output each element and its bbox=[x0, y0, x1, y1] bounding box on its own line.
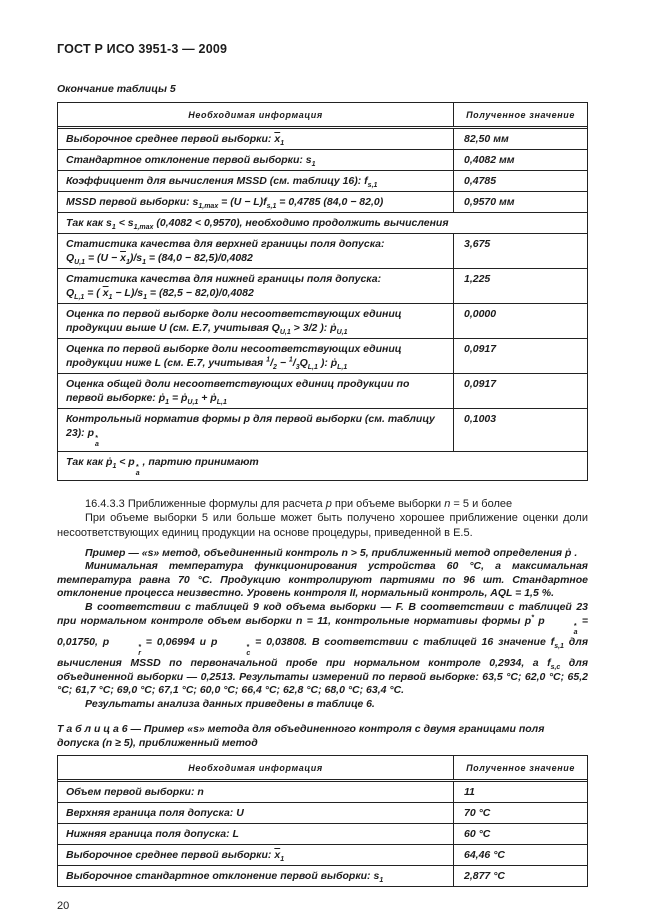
table-cell-value: 0,9570 мм bbox=[464, 195, 515, 208]
table-cell-info: MSSD первой выборки: $s_{1,max} = (U - L)f_{s,1} = 0,4785$ (84,0 − 82,0) bbox=[58, 192, 454, 212]
table6 bbox=[57, 755, 588, 887]
table-row bbox=[58, 823, 587, 844]
table-cell-info: Так как $s_1 < s_{1,max}$ (0,4082 < 0,9570), необходимо продолжить вычисления bbox=[66, 216, 449, 231]
table-cell-value: 0,0917 bbox=[464, 342, 497, 355]
table-cell-value: 70 °С bbox=[464, 807, 491, 820]
table-row bbox=[58, 373, 587, 408]
table-row bbox=[58, 191, 587, 212]
table-cell-value: 0,4785 bbox=[464, 174, 497, 187]
table-row bbox=[58, 844, 587, 865]
table6-header-value: Полученное значение bbox=[466, 763, 575, 774]
table5 bbox=[57, 102, 588, 481]
table-cell-info: Объем первой выборки: n bbox=[58, 782, 454, 802]
table5-header-value: Полученное значение bbox=[466, 109, 575, 120]
table-cell-info: Выборочное стандартное отклонение первой выборки: $s_1$ bbox=[58, 866, 454, 886]
table-row bbox=[58, 408, 587, 451]
table6-header-info: Необходимая информация bbox=[58, 756, 454, 779]
table-row-spanned bbox=[58, 212, 587, 233]
table-cell-info: Стандартное отклонение первой выборки: $s_1$ bbox=[58, 150, 454, 170]
table-row bbox=[58, 233, 587, 268]
table-row bbox=[58, 865, 587, 886]
example-paragraph: В соответствии с таблицей 9 код объема выборки — F. В соответствии с таблицей 23 при нормальном контроле объем выборки n = 11, контрольные нормативы формы p* p * a = 0,01750, p * r = 0,06994 и p * c = 0,03808. В соответствии с таблицей 16 значение $f_{s,1}$ для вычисления MSSD по первоначальной пробе при нормальном контроле 0,2934, а $f_{s,c}$ для объединенной выборки — 0,2513. Результаты измерений по первой выборке: 63,5 °С; 62,0 °С; 65,2 °С; 61,7 °С; 69,0 °С; 67,1 °С; 60,0 °С; 66,4 °С; 62,8 °С; 68,0 °С; 63,4 °С. bbox=[57, 601, 589, 697]
table-cell-value: 64,46 °С bbox=[464, 849, 505, 862]
table-cell-info: Оценка по первой выборке доли несоответствующих единиц продукции ниже L (см. Е.7, учитывая $^1/_2 - ^1/_3Q_{L,1}$ ): ṗ$_{L,1}$ bbox=[58, 339, 454, 373]
table-cell-value: 0,0000 bbox=[464, 307, 497, 320]
table-cell-value: 2,877 °С bbox=[464, 870, 505, 883]
table-row bbox=[58, 170, 587, 191]
document-code-header: ГОСТ Р ИСО 3951-3 — 2009 bbox=[57, 42, 228, 56]
example-block bbox=[57, 547, 588, 712]
table-row bbox=[58, 268, 587, 303]
table-cell-info: Статистика качества для верхней границы поля допуска: $Q_{U,1} = (U - \overline{x}_1)/s_1 = (84,0 - 82,5)/0,4082$ bbox=[58, 234, 454, 268]
table-cell-info: Выборочное среднее первой выборки: $\overline{x}_1$ bbox=[58, 845, 454, 865]
example-paragraph: Пример — «s» метод, объединенный контроль n > 5, приближенный метод определения ṗ . bbox=[85, 546, 578, 559]
table-cell-info: Так как ṗ$_1$ < p * a , партию принимают bbox=[66, 455, 259, 477]
table-row bbox=[58, 338, 587, 373]
table-cell-value: 82,50 мм bbox=[464, 132, 509, 145]
table-row bbox=[58, 149, 587, 170]
table-cell-info: Верхняя граница поля допуска: U bbox=[58, 803, 454, 823]
table5-header-info: Необходимая информация bbox=[58, 103, 454, 126]
table-cell-value: 11 bbox=[464, 786, 475, 799]
table-cell-info: Коэффициент для вычисления MSSD (см. таблицу 16): $f_{s,1}$ bbox=[58, 171, 454, 191]
table-row-spanned bbox=[58, 451, 587, 480]
table-cell-info: Выборочное среднее первой выборки: $\overline{x}_1$ bbox=[58, 129, 454, 149]
table-cell-info: Статистика качества для нижней границы поля допуска: $Q_{L,1}$ = ( $\overline{x}_1 - L)/s_1 = (82,5 - 82,0)/0,4082$ bbox=[58, 269, 454, 303]
table-cell-value: 3,675 bbox=[464, 237, 491, 250]
table-row bbox=[58, 782, 587, 802]
example-paragraph: Минимальная температура функционирования устройства 60 °С, а максимальная температура равна 70 °С. Продукцию контролируют партиями по 96 шт. Стандартное отклонение процесса неизвестно. Уровень контроля II, нормальный контроль, AQL = 1,5 %. bbox=[57, 560, 588, 600]
table-row bbox=[58, 129, 587, 149]
table-cell-value: 1,225 bbox=[464, 272, 491, 285]
section-title: 16.4.3.3 Приближенные формулы для расчета p при объеме выборки n = 5 и более bbox=[85, 497, 513, 510]
table-cell-value: 0,1003 bbox=[464, 412, 497, 425]
table-cell-info: Оценка общей доли несоответствующих единиц продукции по первой выборке: ṗ$_1$ = ṗ$_{U,1}$ + ṗ$_{L,1}$ bbox=[58, 374, 454, 408]
example-paragraph: Результаты анализа данных приведены в таблице 6. bbox=[85, 697, 375, 710]
table-cell-value: 60 °С bbox=[464, 828, 491, 841]
table5-continuation-caption: Окончание таблицы 5 bbox=[57, 83, 176, 95]
table5-header-row bbox=[58, 103, 587, 129]
table-cell-info: Контрольный норматив формы p для первой выборки (см. таблицу 23): p * a bbox=[58, 409, 454, 451]
table-cell-value: 0,0917 bbox=[464, 377, 497, 390]
table-row bbox=[58, 802, 587, 823]
table-cell-value: 0,4082 мм bbox=[464, 153, 515, 166]
table-row bbox=[58, 303, 587, 338]
table-cell-info: Оценка по первой выборке доли несоответствующих единиц продукции выше U (см. Е.7, учитывая $Q_{U,1} > 3/2$ ): ṗ$_{U,1}$ bbox=[58, 304, 454, 338]
page-content bbox=[57, 0, 588, 912]
table6-header-row bbox=[58, 756, 587, 782]
table-cell-info: Нижняя граница поля допуска: L bbox=[58, 824, 454, 844]
page-number: 20 bbox=[57, 900, 70, 913]
table6-caption: Т а б л и ц а 6 — Пример «s» метода для объединенного контроля с двумя границами поля допуска (n ≥ 5), приближенный метод bbox=[57, 723, 545, 749]
body-paragraph: При объеме выборки 5 или больше может быть получено хорошее приближение оценки доли несоответствующих единиц продукции на основе процедуры, приведенной в Е.5. bbox=[57, 512, 588, 540]
